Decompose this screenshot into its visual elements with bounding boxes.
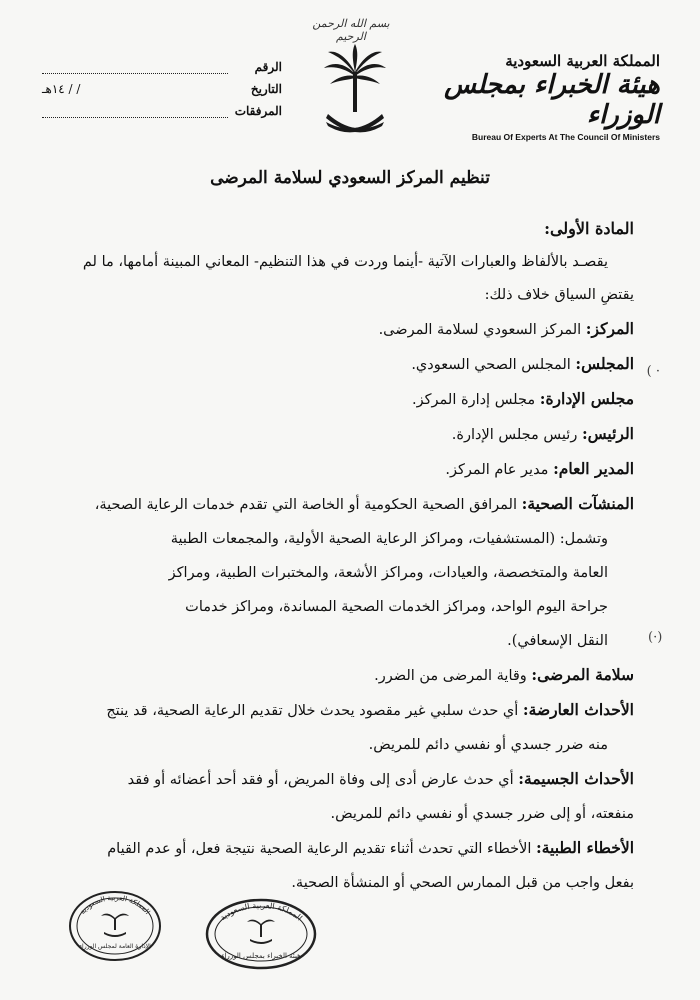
reference-block: [42, 52, 282, 118]
definition-chairman: [70, 417, 634, 452]
org-bureau-logo: هيئة الخبراء بمجلس الوزراء: [444, 70, 660, 130]
definition-text: النقل الإسعافي).: [507, 633, 608, 649]
definition-center: [70, 312, 634, 347]
definition-adverse-events: [70, 693, 634, 762]
org-english-name: Bureau Of Experts At The Council Of Ministers: [471, 132, 660, 142]
definition-patient-safety: [70, 658, 634, 693]
definition-text: وقاية المرضى من الضرر.: [374, 668, 527, 684]
definition-text: مدير عام المركز.: [445, 462, 549, 478]
stamp-right-inner-text: هيئة الخبراء بمجلس الوزراء: [221, 952, 301, 960]
margin-mark: ( ·: [646, 364, 660, 379]
article-heading: المادة الأولى:: [544, 219, 634, 238]
definition-term: المدير العام:: [553, 459, 634, 478]
definition-text: بفعل واجب من قبل الممارس الصحي أو المنشأة الصحية.: [291, 875, 634, 891]
stamp-general-administration-icon: [68, 890, 162, 962]
document-title: تنظيم المركز السعودي لسلامة المرضى: [210, 168, 490, 188]
definition-text: أي حدث عارض أدى إلى وفاة المريض، أو فقد أحد أعضائه أو فقد: [127, 772, 514, 788]
definition-text: وتشمل: (المستشفيات، ومراكز الرعاية الصحية الأولية، والمجمعات الطبية: [170, 531, 608, 547]
definition-term: سلامة المرضى:: [531, 665, 634, 684]
stamp-left-ring-text: المملكة العربية السعودية: [78, 893, 152, 916]
definition-text: الأخطاء التي تحدث أثناء تقديم الرعاية الصحية نتيجة فعل، أو عدم القيام: [107, 841, 532, 857]
definition-term: الرئيس:: [581, 424, 634, 443]
definition-text: منه ضرر جسدي أو نفسي دائم للمريض.: [368, 737, 608, 753]
stamp-right-ring-text: المملكة العربية السعودية: [218, 900, 304, 923]
ref-attachments-label: المرفقات: [234, 104, 282, 118]
definition-term: الأخطاء الطبية:: [536, 838, 634, 857]
definition-text: جراحة اليوم الواحد، ومراكز الخدمات الصحية المساندة، ومراكز خدمات: [185, 599, 608, 615]
definition-text: أي حدث سلبي غير مقصود يحدث خلال تقديم الرعاية الصحية، قد ينتج: [106, 703, 519, 719]
org-kingdom: المملكة العربية السعودية: [505, 52, 660, 70]
svg-text:المملكة العربية السعودية: [218, 901, 304, 923]
definition-text: مجلس إدارة المركز.: [412, 392, 536, 408]
basmala: بسم الله الرحمن الرحيم: [312, 17, 390, 43]
intro-line-1: يقصـد بالألفاظ والعبارات الآتية -أينما وردت في هذا التنظيم- المعاني المبينة أمامها، ما لم: [82, 254, 608, 270]
definition-text: المجلس الصحي السعودي.: [411, 357, 571, 373]
ref-number-line: [42, 60, 228, 74]
definition-text: منفعته، أو إلى ضرر جسدي أو نفسي دائم للمريض.: [330, 806, 634, 822]
definition-facilities: [70, 487, 634, 658]
definition-council: [70, 347, 634, 382]
ref-date-label: التاريخ: [250, 82, 282, 96]
definition-text: العامة والمتخصصة، والعيادات، ومراكز الأشعة، والمختبرات الطبية، ومراكز: [168, 565, 608, 581]
organization-header: [440, 52, 660, 142]
document-body: [70, 212, 634, 900]
definition-term: الأحداث الجسيمة:: [518, 769, 634, 788]
intro-line-2: يقتضِ السياق خلاف ذلك:: [484, 287, 634, 303]
definition-serious-events: [70, 762, 634, 831]
ref-number-label: الرقم: [254, 60, 282, 74]
margin-mark: (·): [648, 630, 663, 645]
definition-term: مجلس الإدارة:: [539, 389, 634, 408]
ref-number-row: [42, 52, 282, 74]
definition-term: المجلس:: [575, 354, 634, 373]
stamp-bureau-of-experts-icon: [205, 898, 317, 970]
ref-date-value: / / ١٤هـ: [42, 82, 81, 96]
saudi-emblem-icon: [322, 44, 388, 140]
definition-term: المركز:: [585, 319, 634, 338]
stamp-left-inner-text: الإدارة العامة لمجلس الوزراء: [79, 943, 151, 950]
ref-attachments-row: [42, 96, 282, 118]
ref-date-row: [42, 74, 282, 96]
definition-text: رئيس مجلس الإدارة.: [451, 427, 578, 443]
definition-text: المركز السعودي لسلامة المرضى.: [378, 322, 582, 338]
definition-board: [70, 382, 634, 417]
definition-term: الأحداث العارضة:: [522, 700, 634, 719]
definition-director: [70, 452, 634, 487]
definition-term: المنشآت الصحية:: [521, 494, 634, 513]
ref-attachments-line: [42, 104, 228, 118]
definition-text: المرافق الصحية الحكومية أو الخاصة التي تقدم خدمات الرعاية الصحية،: [94, 497, 517, 513]
